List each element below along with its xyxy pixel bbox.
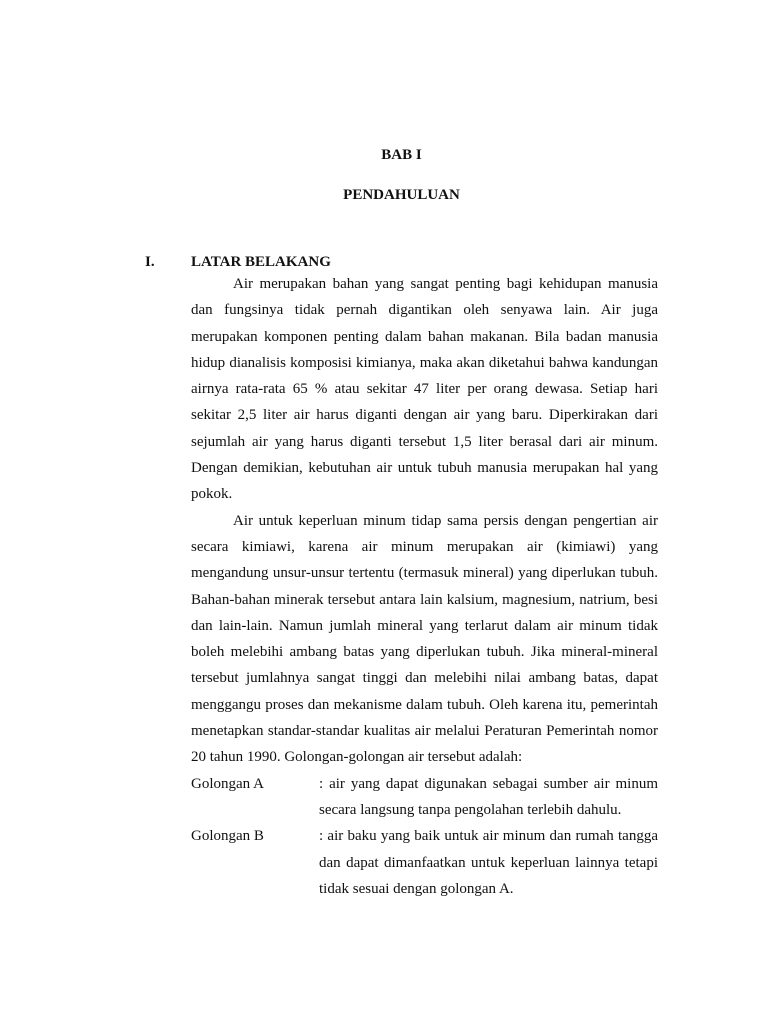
golongan-label: Golongan B: [191, 828, 264, 845]
body-text: [191, 271, 658, 902]
chapter-number: BAB I: [381, 147, 422, 163]
chapter-title: PENDAHULUAN: [343, 187, 460, 203]
golongan-item-a: [191, 771, 658, 824]
section-number: I.: [145, 254, 155, 270]
paragraph-1: Air merupakan bahan yang sangat penting bagi kehidupan manusia dan fungsinya tidak pernah digantikan oleh senyawa lain. Air juga merupakan komponen penting dalam bahan makanan. Bila badan manusia hidup dianalisis komposisi kimianya, maka akan diketahui bahwa kandungan airnya rata-rata 65 % atau sekitar 47 liter per orang dewasa. Setiap hari sekitar 2,5 liter air harus diganti dengan air yang baru. Diperkirakan dari sejumlah air yang harus diganti tersebut 1,5 liter berasal dari air minum. Dengan demikian, kebutuhan air untuk tubuh manusia merupakan hal yang pokok.: [191, 276, 658, 503]
golongan-description: : air yang dapat digunakan sebagai sumber air minum secara langsung tanpa pengolahan terlebih dahulu.: [319, 775, 658, 818]
golongan-label: Golongan A: [191, 775, 264, 792]
golongan-item-b: [191, 823, 658, 902]
paragraph-2: Air untuk keperluan minum tidap sama persis dengan pengertian air secara kimiawi, karena air minum merupakan air (kimiawi) yang mengandung unsur-unsur tertentu (termasuk mineral) yang diperlukan tubuh. Bahan-bahan minerak tersebut antara lain kalsium, magnesium, natrium, besi dan lain-lain. Namun jumlah mineral yang terlarut dalam air minum tidak boleh melebihi ambang batas yang diperlukan tubuh. Jika mineral-mineral tersebut jumlahnya sangat tinggi dan melebihi nilai ambang batas, dapat menggangu proses dan mekanisme dalam tubuh. Oleh karena itu, pemerintah menetapkan standar-standar kualitas air melalui Peraturan Pemerintah nomor 20 tahun 1990. Golongan-golongan air tersebut adalah:: [191, 512, 658, 766]
section-title: LATAR BELAKANG: [191, 254, 331, 270]
golongan-description: : air baku yang baik untuk air minum dan rumah tangga dan dapat dimanfaatkan untuk keperluan lainnya tetapi tidak sesuai dengan golongan A.: [319, 828, 658, 897]
